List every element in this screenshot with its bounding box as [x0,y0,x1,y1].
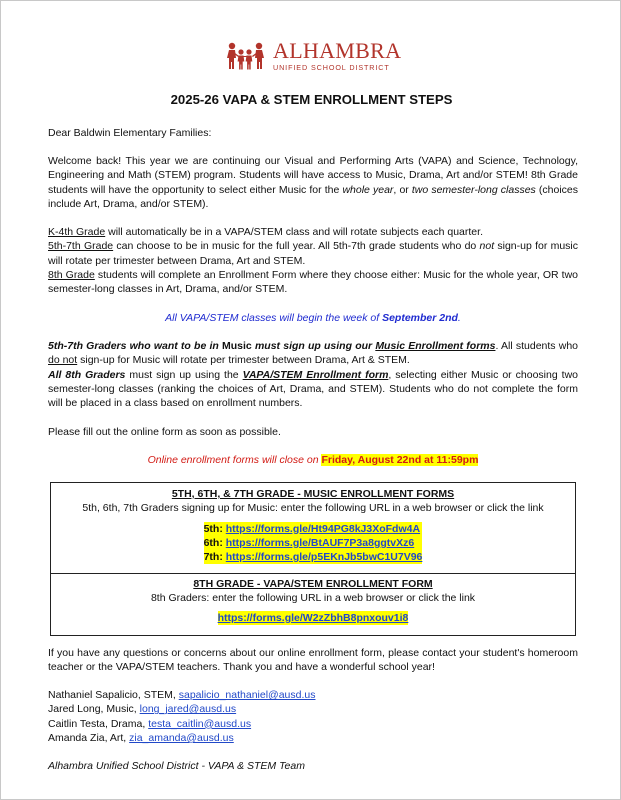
email-link[interactable]: testa_caitlin@ausd.us [148,717,252,730]
district-logo [227,38,402,81]
email-link[interactable]: sapalicio_nathaniel@ausd.us [178,689,316,701]
g8-instructions: All 8th Graders must sign up using the VAPA/STEM Enrollment form, selecting either Music or choosing two semester-long classes (ranking the choices of Art, Drama, and STEM). Students who do not complete the form will be placed in a class based on enrollment numbers. [48,368,578,410]
fill-out-reminder: Please fill out the online form as soon as possible. [48,426,281,438]
k4-line: K-4th Grade will automatically be in a VAPA/STEM class and will rotate subjects each quarter. [48,226,483,238]
link-7th[interactable]: 7th: https://forms.gle/p5EKnJb5bwC1U7V96 [203,551,423,564]
music-forms-instructions: 5th, 6th, 7th Graders signing up for Music: enter the following URL in a web browser or click the link [82,502,544,515]
contact-item: Caitlin Testa, Drama, testa_caitlin@ausd.us [48,717,252,730]
music-links [204,522,423,565]
start-notice: All VAPA/STEM classes will begin the week of September 2nd. [165,312,461,324]
music-forms-heading: 5TH, 6TH, & 7TH GRADE - MUSIC ENROLLMENT FORMS [171,488,455,500]
start-date: September 2nd [382,312,458,324]
g57-instructions: 5th-7th Graders who want to be in Music must sign up using our Music Enrollment forms. All students who do not sign-up for Music will rotate per trimester between Drama, Art & STEM. [48,340,578,367]
page-title: 2025-26 VAPA & STEM ENROLLMENT STEPS [170,92,453,107]
intro-paragraph: Welcome back! This year we are continuing our Visual and Performing Arts (VAPA) and Science, Technology, Engineering and Math (STEM) program. Students will have access to Music, Drama, Art and/or STEM! 8th Grade students will have the opportunity to select either Music for the whole year, or two semester-long classes (choices include Art, Drama, and/or STEM). [48,155,578,210]
signature: Alhambra Unified School District - VAPA & STEM Team [48,760,305,772]
email-link[interactable]: zia_amanda@ausd.us [129,731,234,744]
link-6th[interactable]: 6th: https://forms.gle/BtAUF7P3a8ggtvXz6 [204,536,423,550]
contact-item: Nathaniel Sapalicio, STEM, sapalicio_nathaniel@ausd.us [48,689,316,701]
contact-list [48,688,578,745]
grade-details [48,225,578,296]
email-link[interactable]: long_jared@ausd.us [139,703,237,716]
district-name: ALHAMBRA [273,38,402,63]
stem-form-instructions: 8th Graders: enter the following URL in a web browser or click the link [150,592,476,605]
contact-item: Amanda Zia, Art, zia_amanda@ausd.us [48,731,234,744]
whole-year-text: whole year [342,183,394,196]
deadline-notice: Online enrollment forms will close on Friday, August 22nd at 11:59pm [147,454,479,466]
two-semester-text: two semester-long classes [411,183,536,196]
closing-paragraph: If you have any questions or concerns about our online enrollment form, please contact your student's homeroom teacher or the VAPA/STEM teachers. Thank you and have a wonderful school year! [48,647,578,674]
signup-instructions [48,339,578,410]
music-forms-box [50,482,576,574]
g57-line: 5th-7th Grade can choose to be in music for the full year. All 5th-7th grade students who do not sign-up for music will rotate per trimester between Drama, Art and STEM. [48,240,578,267]
deadline-date: Friday, August 22nd at 11:59pm [321,454,479,466]
family-figures-icon [227,41,267,71]
stem-form-box [50,573,576,636]
greeting: Dear Baldwin Elementary Families: [48,127,212,139]
contact-item: Jared Long, Music, long_jared@ausd.us [48,703,237,716]
link-8th[interactable]: https://forms.gle/W2zZbhB8pnxouv1i8 [217,611,409,624]
district-subtitle: UNIFIED SCHOOL DISTRICT [273,63,390,72]
stem-form-heading: 8TH GRADE - VAPA/STEM ENROLLMENT FORM [193,578,433,590]
g8-line: 8th Grade students will complete an Enrollment Form where they choose either: Music for the whole year, OR two semester-long classes in Art, Drama, and/or STEM. [48,268,578,296]
link-5th[interactable]: 5th: https://forms.gle/Ht94PG8kJ3XoFdw4A [204,522,423,536]
